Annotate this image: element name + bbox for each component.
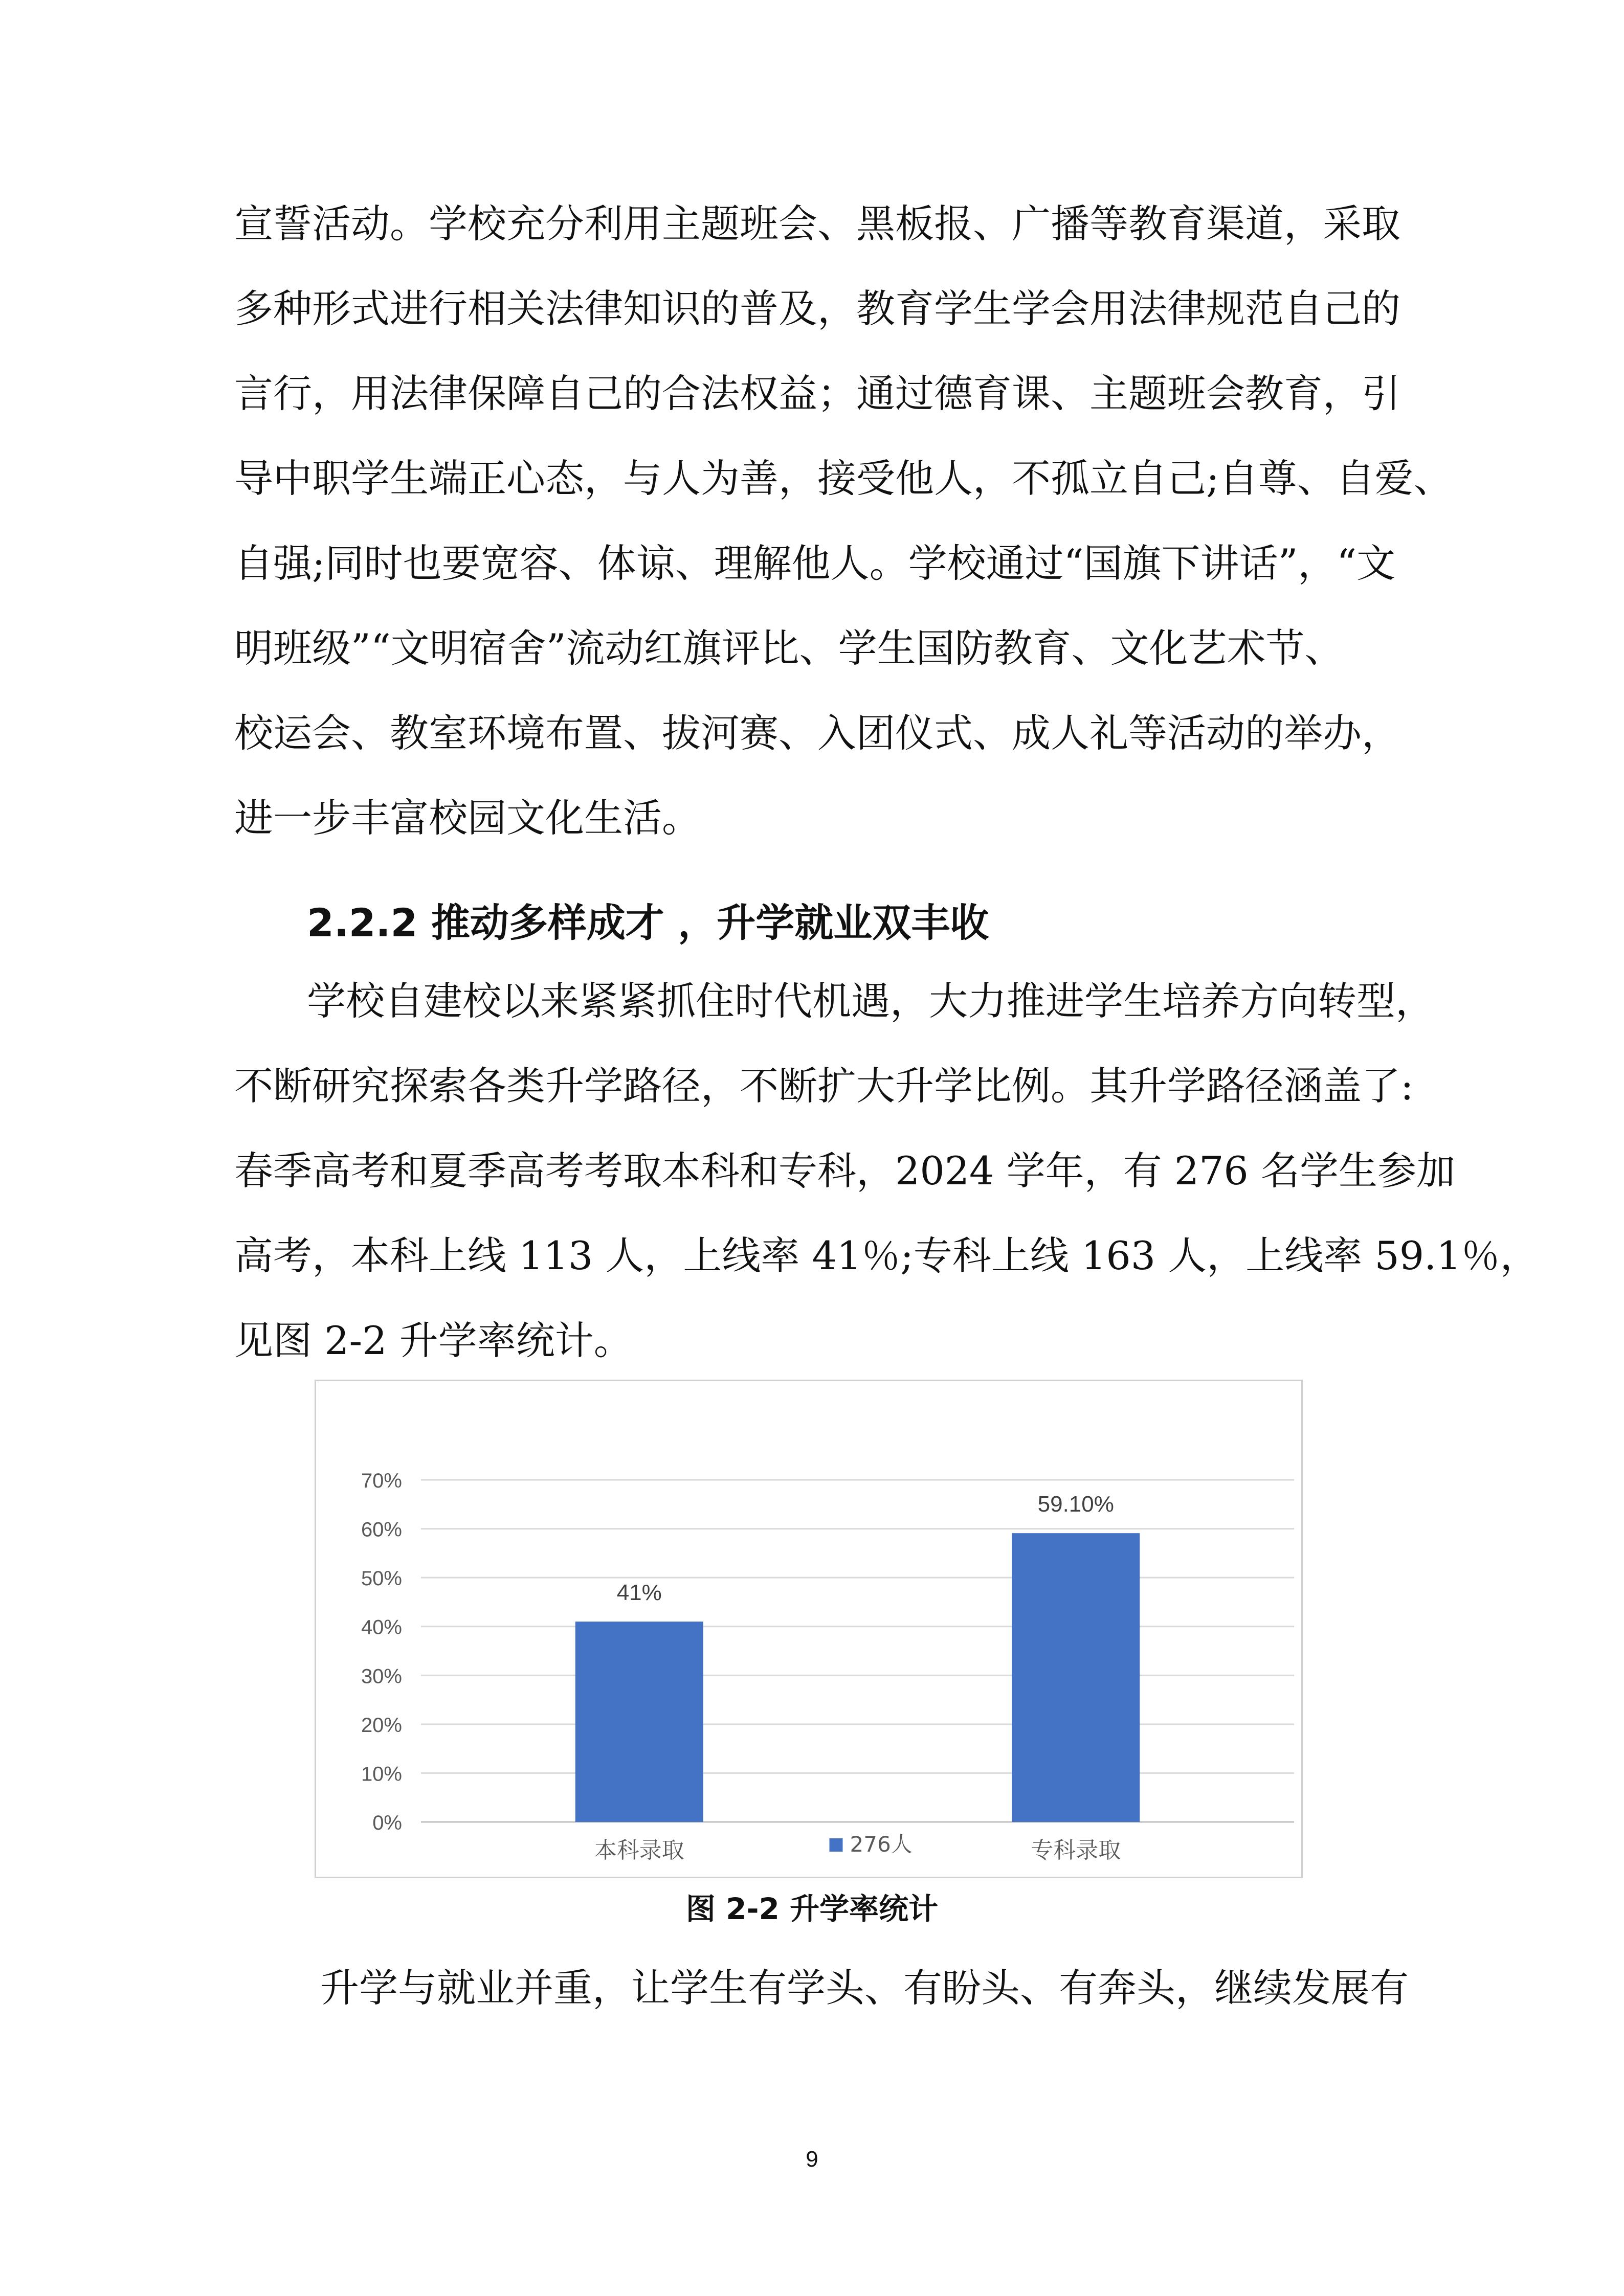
page-number: 9: [806, 2147, 818, 2172]
data-label: 41%: [616, 1580, 662, 1606]
para2-line-1: 学校自建校以来紧紧抓住时代机遇，大力推进学生培养方向转型，: [307, 978, 1434, 1024]
y-tick-label: 70%: [361, 1470, 402, 1492]
y-tick-label: 50%: [361, 1567, 402, 1590]
body-line-1: 宣誓活动。学校充分利用主题班会、黑板报、广播等教育渠道，采取: [234, 201, 1400, 246]
body-line-5: 自强;同时也要宽容、体谅、理解他人。学校通过“国旗下讲话”，“文: [234, 541, 1396, 586]
last-line: 升学与就业并重，让学生有学头、有盼头、有奔头，继续发展有: [320, 1965, 1409, 2011]
y-tick-label: 30%: [361, 1665, 402, 1688]
bar-zhuanke: [1012, 1533, 1140, 1822]
legend-label: 276人: [850, 1832, 913, 1857]
x-tick-label: 本科录取: [594, 1837, 684, 1863]
enrollment-rate-chart: [315, 1380, 1303, 1878]
section-heading: 2.2.2 推动多样成才 ，升学就业双丰收: [307, 900, 989, 946]
body-line-8: 进一步丰富校园文化生活。: [234, 795, 701, 841]
legend-swatch: [830, 1838, 843, 1852]
para2-line-2: 不断研究探索各类升学路径，不断扩大升学比例。其升学路径涵盖了:: [234, 1063, 1414, 1109]
y-tick-label: 10%: [361, 1763, 402, 1786]
figure-caption: 图 2-2 升学率统计: [685, 1892, 939, 1926]
body-line-3: 言行，用法律保障自己的合法权益；通过德育课、主题班会教育，引: [234, 371, 1400, 416]
chart-svg: [316, 1381, 1304, 1880]
y-tick-label: 40%: [361, 1616, 402, 1639]
body-line-2: 多种形式进行相关法律知识的普及，教育学生学会用法律规范自己的: [234, 286, 1400, 331]
body-line-4: 导中职学生端正心态，与人为善，接受他人，不孤立自己;自尊、自爱、: [234, 456, 1453, 501]
para2-line-4: 高考，本科上线 113 人，上线率 41％;专科上线 163 人，上线率 59.1％，: [234, 1233, 1539, 1278]
body-line-7: 校运会、教室环境布置、拔河赛、入团仪式、成人礼等活动的举办，: [234, 710, 1400, 756]
y-tick-label: 60%: [361, 1518, 402, 1541]
para2-line-3: 春季高考和夏季高考考取本科和专科，2024 学年，有 276 名学生参加: [234, 1148, 1455, 1194]
y-tick-label: 0%: [372, 1812, 402, 1834]
para2-line-5: 见图 2-2 升学率统计。: [234, 1318, 633, 1363]
data-label: 59.10%: [1037, 1492, 1114, 1517]
y-tick-label: 20%: [361, 1714, 402, 1737]
x-tick-label: 专科录取: [1031, 1837, 1121, 1863]
bar-benke: [575, 1622, 703, 1822]
body-line-6: 明班级”“文明宿舍”流动红旗评比、学生国防教育、文化艺术节、: [234, 625, 1344, 671]
